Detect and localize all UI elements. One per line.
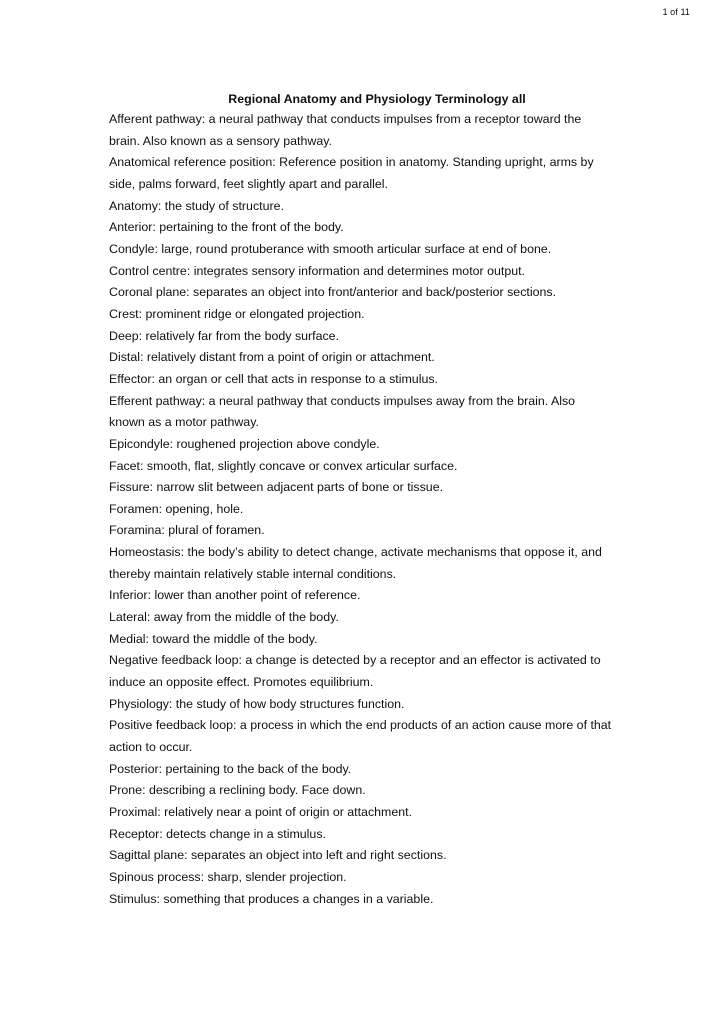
- term-entry: Foramen: opening, hole.: [109, 501, 244, 516]
- term-entry: Foramina: plural of foramen.: [109, 523, 265, 538]
- term-entry: Homeostasis: the body’s ability to detect change, activate mechanisms that oppose it, and thereby maintain relatively stable internal conditions.: [109, 545, 602, 581]
- term-entry: Distal: relatively distant from a point of origin or attachment.: [109, 350, 435, 365]
- term-entry: Proximal: relatively near a point of origin or attachment.: [109, 805, 413, 819]
- term-entry: Spinous process: sharp, slender projection.: [109, 869, 347, 884]
- term-entry: Lateral: away from the middle of the body.: [109, 610, 339, 625]
- term-entry: Sagittal plane: separates an object into left and right sections.: [109, 848, 447, 863]
- term-entry: Coronal plane: separates an object into front/anterior and back/posterior sections.: [109, 285, 557, 300]
- term-entry: Condyle: large, round protuberance with smooth articular surface at end of bone.: [109, 241, 552, 256]
- term-entry: Effector: an organ or cell that acts in response to a stimulus.: [109, 371, 438, 386]
- term-entry: Deep: relatively far from the body surface.: [109, 328, 340, 343]
- term-entry: Physiology: the study of how body structures function.: [109, 696, 405, 711]
- term-entry: Inferior: lower than another point of reference.: [109, 588, 361, 603]
- term-entry: Posterior: pertaining to the back of the body.: [109, 761, 352, 776]
- term-entry: Anterior: pertaining to the front of the body.: [109, 220, 344, 235]
- term-entry: Epicondyle: roughened projection above condyle.: [109, 436, 380, 451]
- term-entry: Afferent pathway: a neural pathway that conducts impulses from a receptor toward the brain. Also known as a sensory pathway.: [109, 112, 582, 148]
- page-number: 1 of 11: [662, 7, 690, 17]
- terminology-list: [109, 109, 614, 910]
- term-entry: Positive feedback loop: a process in which the end products of an action cause more of that action to occur.: [109, 718, 612, 755]
- term-entry: Negative feedback loop: a change is detected by a receptor and an effector is activated to induce an opposite effect. Promotes equilibrium.: [109, 653, 601, 690]
- term-entry: Fissure: narrow slit between adjacent parts of bone or tissue.: [109, 480, 444, 495]
- term-entry: Facet: smooth, flat, slightly concave or convex articular surface.: [109, 458, 458, 473]
- term-entry: Receptor: detects change in a stimulus.: [109, 826, 326, 841]
- term-entry: Anatomical reference position: Reference position in anatomy. Standing upright, arms by side, palms forward, feet slightly apart and parallel.: [109, 155, 594, 191]
- term-entry: Control centre: integrates sensory information and determines motor output.: [109, 263, 525, 278]
- term-entry: Prone: describing a reclining body. Face down.: [109, 783, 366, 798]
- document-title: Regional Anatomy and Physiology Terminology all: [228, 92, 526, 106]
- term-entry: Crest: prominent ridge or elongated projection.: [109, 306, 365, 321]
- term-entry: Medial: toward the middle of the body.: [109, 631, 318, 646]
- term-entry: Anatomy: the study of structure.: [109, 198, 284, 213]
- term-entry: Efferent pathway: a neural pathway that conducts impulses away from the brain. Also known as a motor pathway.: [109, 393, 576, 430]
- term-entry: Stimulus: something that produces a changes in a variable.: [109, 891, 434, 906]
